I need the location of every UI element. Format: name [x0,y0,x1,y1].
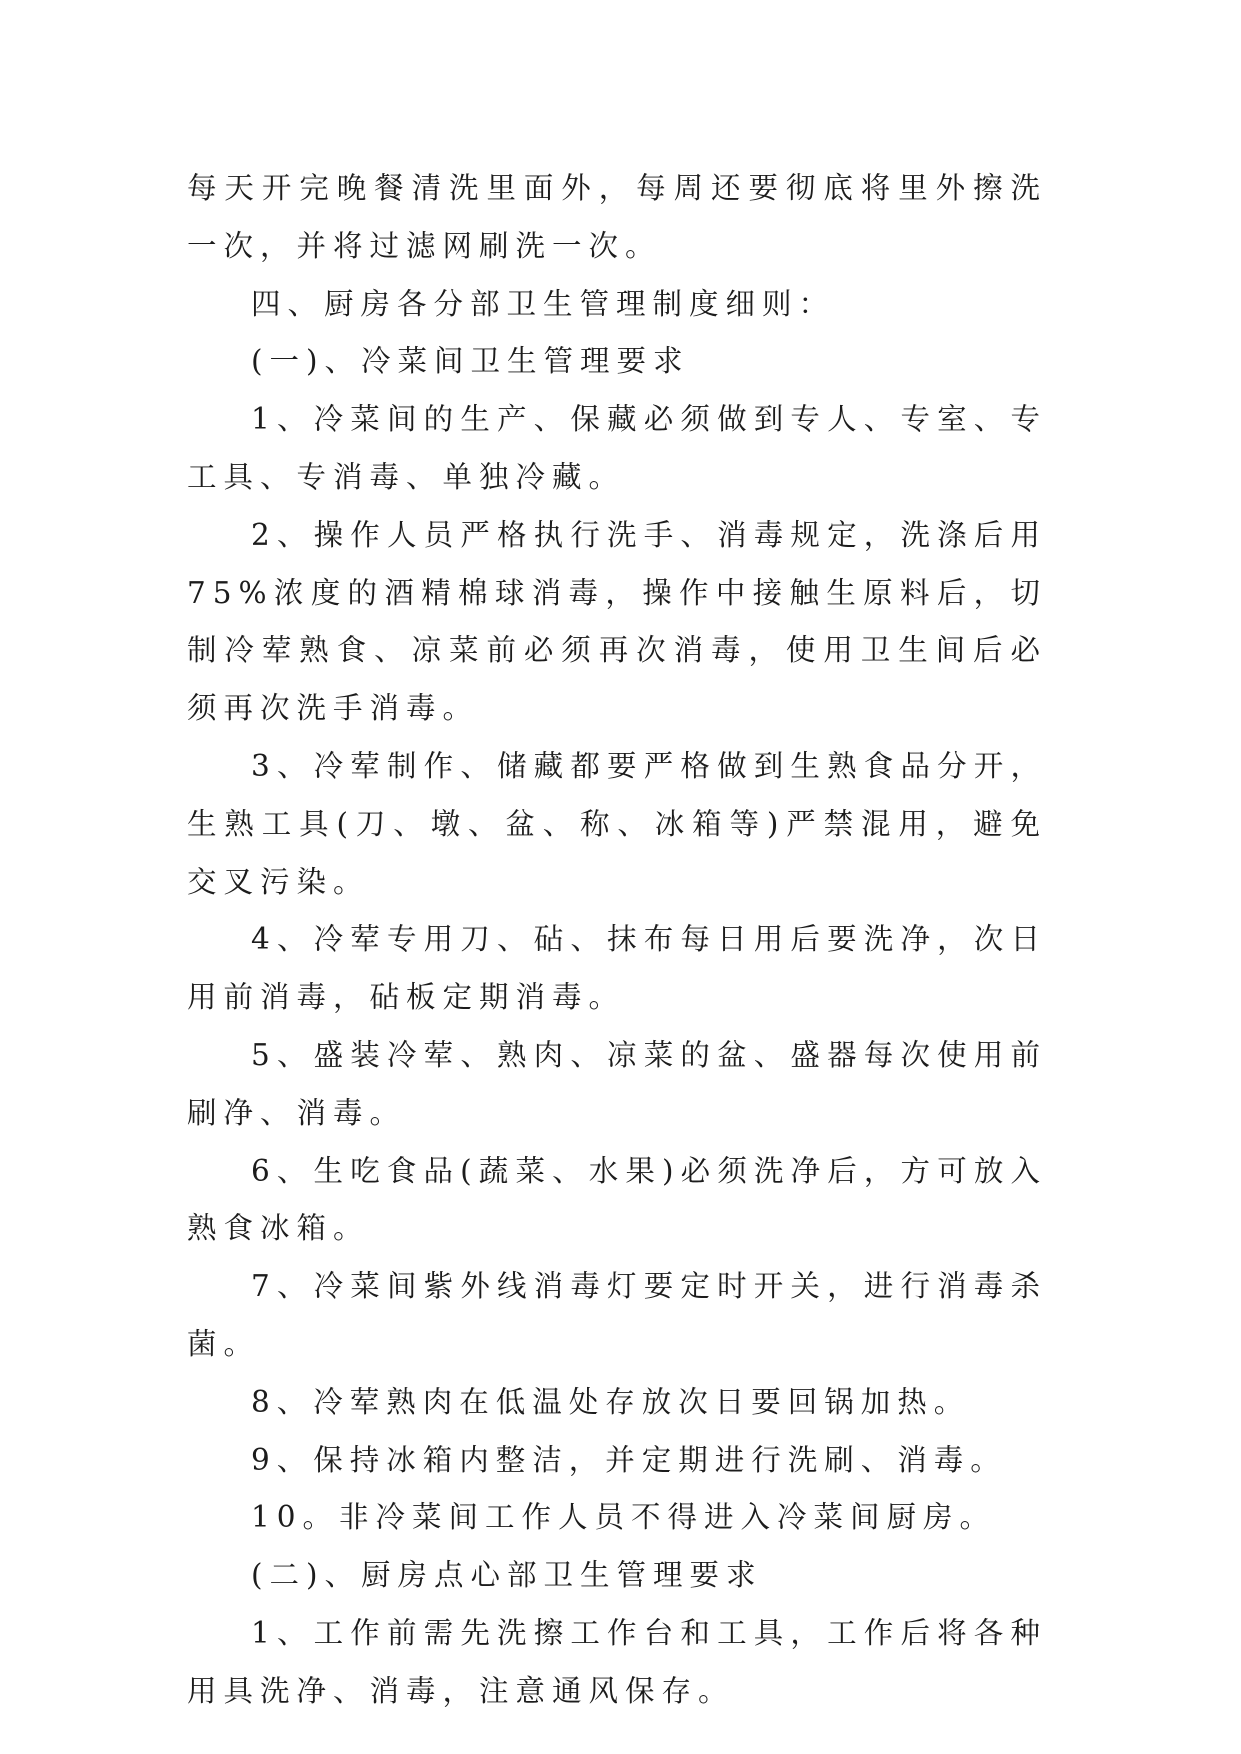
heading-pastry-department: (二)、厨房点心部卫生管理要求 [251,1558,763,1593]
list-item-cold-7: 7、冷菜间紫外线消毒灯要定时开关，进行消毒杀菌。 [187,1269,1047,1361]
list-item-cold-10: 10。非冷菜间工作人员不得进入冷菜间厨房。 [251,1500,997,1535]
list-item-cold-6: 6、生吃食品(蔬菜、水果)必须洗净后，方可放入熟食冰箱。 [187,1153,1047,1246]
list-item-cold-4: 4、冷荤专用刀、砧、抹布每日用后要洗净，次日用前消毒，砧板定期消毒。 [187,922,1047,1015]
list-item-pastry-1: 1、工作前需先洗擦工作台和工具，工作后将各种用具洗净、消毒，注意通风保存。 [187,1615,1047,1708]
list-item-cold-8: 8、冷荤熟肉在低温处存放次日要回锅加热。 [251,1384,971,1419]
paragraph-cleaning-continuation: 每天开完晚餐清洗里面外，每周还要彻底将里外擦洗一次，并将过滤网刷洗一次。 [187,171,1047,263]
document-body [187,160,1047,1721]
list-item-cold-2: 2、操作人员严格执行洗手、消毒规定，洗涤后用75%浓度的酒精棉球消毒，操作中接触生原料后，切制冷荤熟食、凉菜前必须再次消毒，使用卫生间后必须再次洗手消毒。 [187,517,1047,726]
heading-section-four: 四、厨房各分部卫生管理制度细则： [251,286,836,321]
list-item-cold-3: 3、冷荤制作、储藏都要严格做到生熟食品分开，生熟工具(刀、墩、盆、称、冰箱等)严禁混用，避免交叉污染。 [187,748,1047,899]
list-item-cold-9: 9、保持冰箱内整洁，并定期进行洗刷、消毒。 [251,1442,1007,1477]
list-item-cold-1: 1、冷菜间的生产、保藏必须做到专人、专室、专工具、专消毒、单独冷藏。 [187,402,1047,494]
list-item-cold-5: 5、盛装冷荤、熟肉、凉菜的盆、盛器每次使用前刷净、消毒。 [187,1037,1047,1130]
heading-cold-dish-room: (一)、冷菜间卫生管理要求 [251,344,690,379]
